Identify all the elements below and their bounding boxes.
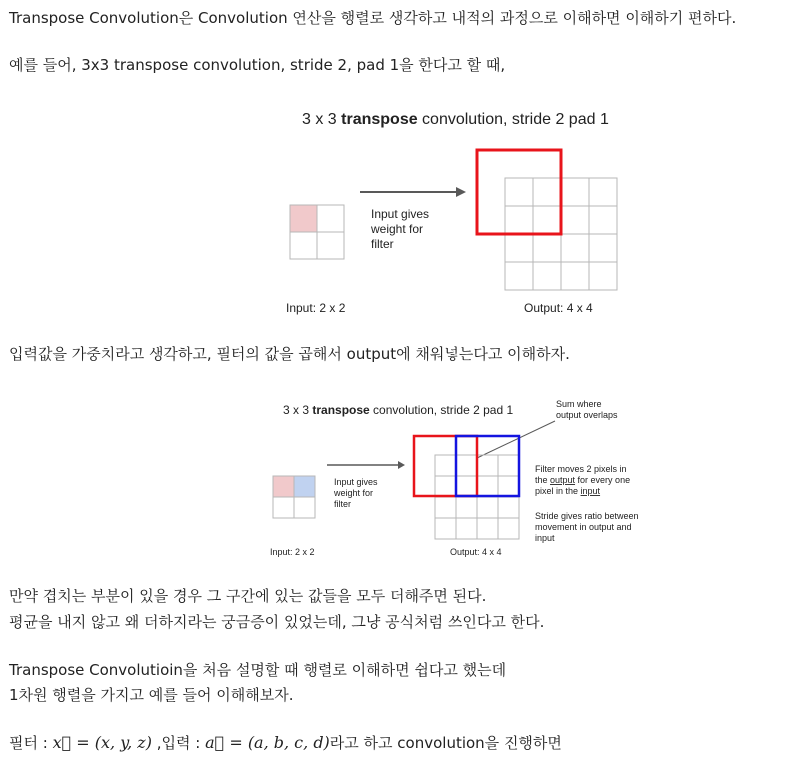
figure-transpose-conv-1 <box>270 100 650 325</box>
figure2-arrow-label-3: filter <box>334 499 352 509</box>
figure1-title: 3 x 3 transpose convolution, stride 2 pad 1 <box>302 111 609 128</box>
convolution-suffix: 라고 하고 convolution을 진행하면 <box>329 734 562 752</box>
figure2-arrow-label-1: Input gives <box>334 477 378 487</box>
input-label: ,입력 : <box>151 734 206 752</box>
figure-transpose-conv-2 <box>265 393 665 565</box>
figure1-arrow-label-2: weight for <box>371 222 424 236</box>
intro-paragraph: Transpose Convolution은 Convolution 연산을 행렬로 생각하고 내적의 과정으로 이해하면 이해하기 편하다. <box>9 9 737 27</box>
figure2-arrow <box>327 461 405 469</box>
one-d-paragraph: 1차원 행렬을 가지고 예를 들어 이해해보자. <box>9 686 294 704</box>
figure2-sum-note-2: output overlaps <box>556 410 618 420</box>
figure2-filter-note-3: pixel in the input <box>535 486 601 496</box>
matrix-paragraph: Transpose Convolutioin을 처음 설명할 때 행렬로 이해하면 쉽다고 했는데 <box>9 661 507 679</box>
overlap-paragraph: 만약 겹치는 부분이 있을 경우 그 구간에 있는 값들을 모두 더해주면 된다. <box>9 587 487 605</box>
filter-input-paragraph <box>9 733 562 753</box>
figure2-filter-blue-box <box>456 436 519 496</box>
filter-label: 필터 : <box>9 734 53 752</box>
figure1-filter-red-box <box>477 150 561 234</box>
figure1-arrow <box>360 187 466 197</box>
figure1-input-caption: Input: 2 x 2 <box>286 301 346 315</box>
figure2-input-caption: Input: 2 x 2 <box>270 547 315 557</box>
filter-vector-math: x⃗ = (x, y, z) <box>52 733 152 752</box>
figure2-stride-note-3: input <box>535 533 555 543</box>
figure2-filter-note-2: the output for every one <box>535 475 631 485</box>
figure2-sum-pointer <box>477 421 555 458</box>
figure2-stride-note-2: movement in output and <box>535 522 632 532</box>
figure2-title: 3 x 3 transpose convolution, stride 2 pad 1 <box>283 403 514 417</box>
weight-paragraph: 입력값을 가중치라고 생각하고, 필터의 값을 곱해서 output에 채워넣는다고 이해하자. <box>9 345 570 363</box>
input-vector-math: a⃗ = (a, b, c, d) <box>205 733 330 752</box>
figure2-filter-note-1: Filter moves 2 pixels in <box>535 464 627 474</box>
figure1-arrow-label-1: Input gives <box>371 207 430 221</box>
example-paragraph: 예를 들어, 3x3 transpose convolution, stride 2, pad 1을 한다고 할 때, <box>9 56 506 74</box>
figure2-stride-note-1: Stride gives ratio between <box>535 511 639 521</box>
figure1-arrow-label-3: filter <box>371 237 394 251</box>
figure2-arrow-label-2: weight for <box>334 488 374 498</box>
average-paragraph: 평균을 내지 않고 왜 더하지라는 궁금증이 있었는데, 그냥 공식처럼 쓰인다고 한다. <box>9 613 545 631</box>
figure1-input-grid <box>290 205 344 259</box>
figure1-output-caption: Output: 4 x 4 <box>524 301 593 315</box>
figure2-output-caption: Output: 4 x 4 <box>450 547 502 557</box>
figure2-input-grid <box>273 476 315 518</box>
figure2-filter-red-box <box>414 436 477 496</box>
figure2-sum-note-1: Sum where <box>556 399 602 409</box>
